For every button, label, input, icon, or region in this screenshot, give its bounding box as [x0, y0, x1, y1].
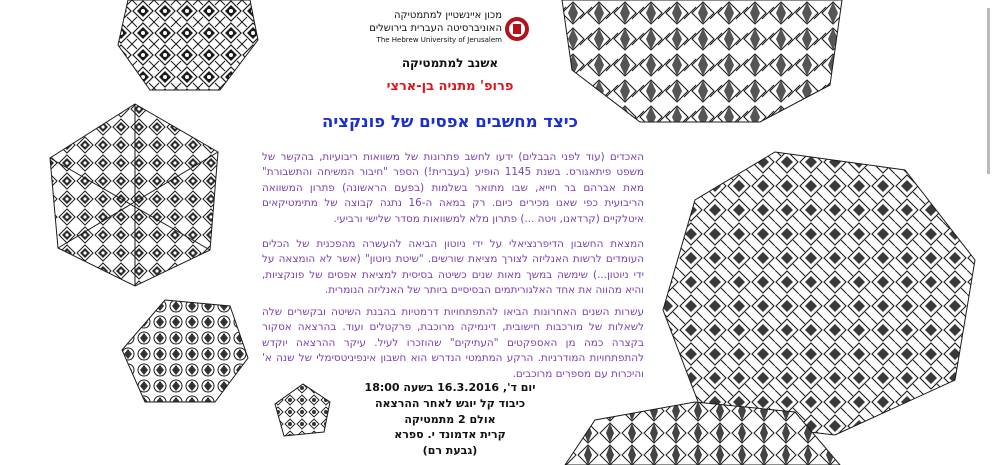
- side-credit-mark: [984, 6, 994, 176]
- lecture-series: אשנב למתמטיקה: [401, 56, 499, 70]
- institute-name-he-line1: מכון איינשטיין למתמטיקה: [393, 10, 502, 21]
- penrose-tiling-left-large: [40, 100, 230, 290]
- penrose-tiling-left-medium: [120, 298, 250, 408]
- event-area: (גבעת רם): [422, 444, 478, 457]
- event-hall: אולם 2 מתמטיקה: [404, 413, 496, 426]
- penrose-tiling-top-left: [110, 0, 260, 95]
- abstract-paragraph-2: המצאת החשבון הדיפרנציאלי על ידי ניוטון הביאה להעשרה מהפכנית של הכלים העומדים לרשות האנליזה לצורך מציאת שורשים. "שיטת ניוטון" (אשר לא הומצאה על ידי ניוטון...) שימשה במשך מאות שנים כשיטה בסיסית למציאת אפסים של פונקציות, והיא מהווה את אחד האלגוריתמים הבסיסיים ביותר של האנליזה הנומרית.: [262, 238, 644, 297]
- institute-name-en: The Hebrew University of Jerusalem: [376, 36, 502, 44]
- speaker-name: פרופ' מתניה בן-ארצי: [386, 79, 514, 94]
- abstract-paragraph-3: עשרות השנים האחרונות הביאו להתפתחויות דרמטיות בהבנת השיטה ובקשרים שלה לשאלות של מורכבות חישובית, דינמיקה מרוכבת, פרקטלים ועוד. בהרצאה אסקור בקצרה כמה מן האספקטים "העתיקים" שהוזכרו לעיל. עיקר ההרצאה יוקדש להתפתחויות המודרניות. הרקע המתמטי הנדרש הוא חשבון אינפיניטסימלי של שנה א' והיכרות עם מספרים מרוכבים.: [262, 306, 644, 380]
- institute-name-he-line2: האוניברסיטה העברית בירושלים: [369, 23, 502, 34]
- penrose-tiling-top-right: [560, 0, 850, 125]
- university-logo-icon: [504, 16, 530, 42]
- event-campus: קרית אדמונד י. ספרא: [394, 428, 506, 441]
- institute-header: [350, 8, 580, 48]
- penrose-tiling-right-large: [655, 150, 985, 440]
- event-datetime: יום ד', 16.3.2016 בשעה 18:00: [364, 381, 536, 394]
- event-reception: כיבוד קל יוגש לאחר ההרצאה: [374, 397, 526, 410]
- abstract-paragraph-1: האכדים (עוד לפני הבבלים) ידעו לחשב פתרונות של משוואות ריבועיות, בהקשר של משפט פיתאגורס. בשנת 1145 הופיע (בעברית!) הספר "חיבור המשיחה והתשבורת" מאת אברהם בר חייא, שבו מתואר בשלמות (בפעם הראשונה) פתרון המשוואה הריבועית כפי שאנו מכירים כיום. רק במאה ה-16 נתגה קבוצה של מתימטיקאים איטלקיים (קרדאנו, ויטה ...) פתרון מלא למשוואות מסדר שלישי ורביעי.: [262, 151, 644, 225]
- lecture-title: כיצד מחשבים אפסים של פונקציה: [322, 112, 578, 131]
